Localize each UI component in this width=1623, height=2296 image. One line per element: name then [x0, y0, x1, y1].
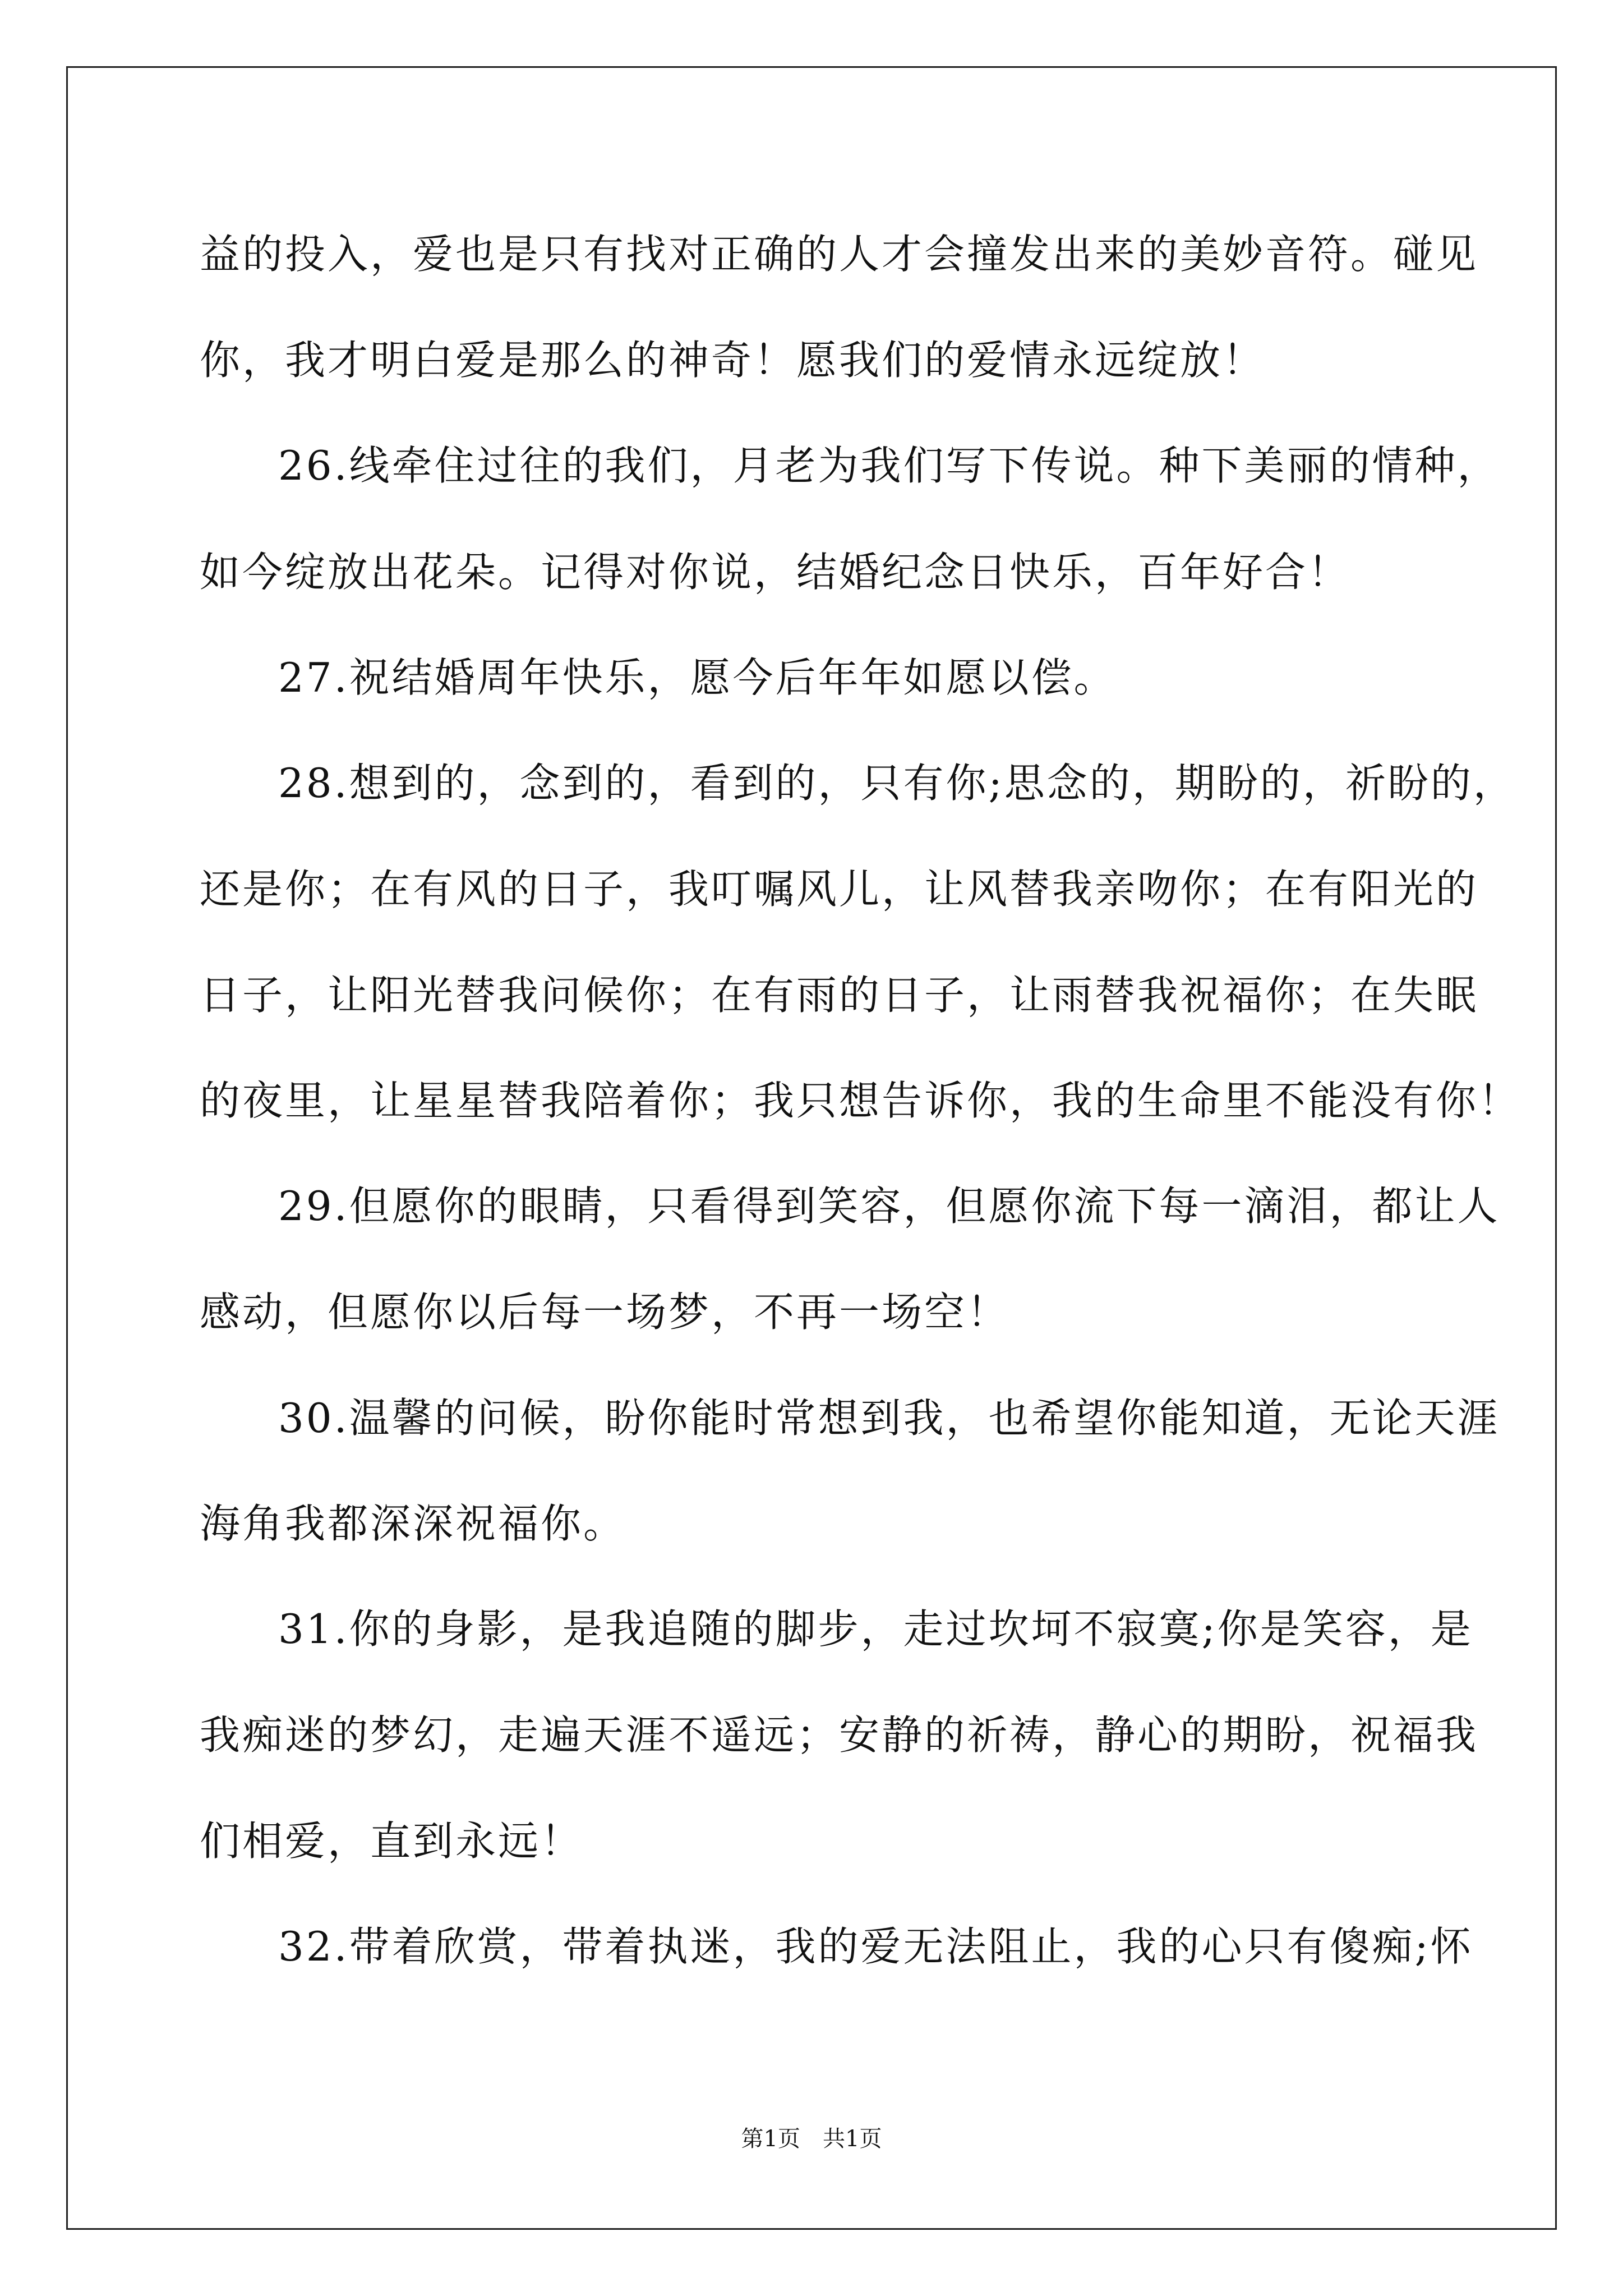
paragraph-32-start: 32.带着欣赏，带着执迷，我的爱无法阻止，我的心只有傻痴;怀 — [278, 1923, 1473, 1970]
paragraph-26-start: 26.线牵住过往的我们，月老为我们写下传说。种下美丽的情种， — [278, 442, 1500, 489]
paragraph-28-start: 28.想到的，念到的，看到的，只有你;思念的，期盼的，祈盼的， — [278, 760, 1516, 807]
text-line: 海角我都深深祝福你。 — [200, 1500, 626, 1547]
paragraph-27-start: 27.祝结婚周年快乐，愿今后年年如愿以偿。 — [278, 654, 1117, 701]
text-line: 益的投入，爱也是只有找对正确的人才会撞发出来的美妙音符。碰见 — [200, 231, 1479, 278]
text-line: 如今绽放出花朵。记得对你说，结婚纪念日快乐，百年好合！ — [200, 549, 1351, 596]
paragraph-31-start: 31.你的身影，是我追随的脚步，走过坎坷不寂寞;你是笑容，是 — [278, 1605, 1473, 1653]
text-line: 感动，但愿你以后每一场梦，不再一场空！ — [200, 1289, 1010, 1336]
paragraph-29-start: 29.但愿你的眼睛，只看得到笑容，但愿你流下每一滴泪，都让人 — [278, 1182, 1500, 1230]
text-line: 们相爱，直到永远！ — [200, 1818, 584, 1865]
page-number-footer: 第1页 共1页 — [741, 2126, 882, 2152]
text-line: 还是你；在有风的日子，我叮嘱风儿，让风替我亲吻你；在有阳光的 — [200, 866, 1479, 913]
text-line: 的夜里，让星星替我陪着你；我只想告诉你，我的生命里不能没有你！ — [200, 1077, 1521, 1124]
text-line: 我痴迷的梦幻，走遍天涯不遥远；安静的祈祷，静心的期盼，祝福我 — [200, 1711, 1479, 1759]
text-line: 日子，让阳光替我问候你；在有雨的日子，让雨替我祝福你；在失眠 — [200, 972, 1479, 1019]
paragraph-30-start: 30.温馨的问候，盼你能时常想到我，也希望你能知道，无论天涯 — [278, 1395, 1500, 1442]
text-line: 你，我才明白爱是那么的神奇！愿我们的爱情永远绽放！ — [200, 337, 1266, 384]
page-border — [66, 66, 1557, 2230]
